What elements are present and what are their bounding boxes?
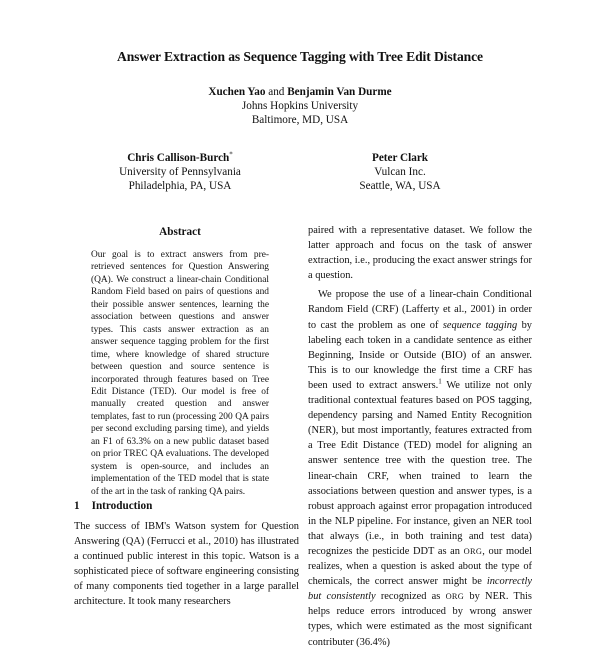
author-location-upenn: Philadelphia, PA, USA	[128, 180, 232, 193]
author-name-callison-burch: Chris Callison-Burch	[127, 152, 230, 164]
author-location-jhu: Baltimore, MD, USA	[251, 114, 349, 127]
p2-smallcaps-org-2: ORG	[445, 592, 465, 602]
author-name-callison-burch-line	[55, 151, 305, 165]
footnote-marker-1: 1	[438, 377, 442, 386]
abstract-body: Our goal is to extract answers from pre-retrieved sentences for Question Answering (QA). We construct a linear-chain Conditional Random Field based on pairs of questions and their possible answer sentences, learning the association between questions and answer types. This casts answer extraction as an answer sequence tagging problem for the first time, where knowledge of shared structure between question and source sentence is incorporated through features based on Tree Edit Distance (TED). Our model is free of manually created question and answer templates, fast to run (processing 200 QA pairs per second excluding parsing time), and yields an F1 of 63.3% on a new public dataset based on prior TREC QA evaluations. The developed system is open-source, and includes an implementation of the TED model that is state of the art in the task of ranking QA pairs.	[91, 250, 269, 497]
author-affiliation-upenn: University of Pennsylvania	[119, 166, 241, 179]
abstract-heading: Abstract	[159, 226, 201, 238]
right-column	[308, 223, 532, 650]
author-name-yao: Xuchen Yao	[208, 86, 266, 98]
section-heading-introduction	[74, 500, 152, 512]
author-block-vulcan	[280, 151, 520, 194]
author-block-jhu	[0, 85, 600, 128]
author-name-van-durme: Benjamin Van Durme	[287, 86, 392, 98]
p2-text-1: We propose the use of a linear-chain Conditional Random Field (CRF) (Lafferty et al., 2001) in order to cast the problem as one of	[308, 289, 532, 331]
p2-text-2: by labeling each token in a candidate sentence as either Beginning, Inside or Outside (BIO) of an answer. This is to our knowledge the first time a CRF has been used to extract answers.	[308, 319, 532, 391]
paper-title: Answer Extraction as Sequence Tagging with Tree Edit Distance	[117, 49, 483, 64]
p2-smallcaps-org-1: ORG	[463, 546, 483, 556]
author-names	[0, 85, 600, 99]
section-number: 1	[74, 500, 80, 512]
author-affiliation-vulcan: Vulcan Inc.	[374, 166, 426, 179]
p2-text-6: by NER. This helps reduce errors introduced by wrong answer types, which were estimated as the most significant contributer (36.4%)	[308, 591, 532, 648]
author-location-vulcan: Seattle, WA, USA	[359, 180, 441, 193]
p2-text-4: , our model realizes, when a question is asked about the type of chemicals, the correct answer might be	[308, 545, 532, 588]
p2-text-5: recognized as	[380, 591, 441, 603]
p2-text-3: We utilize not only traditional contextual features based on POS tagging, dependency parsing and Named Entity Recognition (NER), but most importantly, features extracted from a Tree Edit Distance (TED) model for aligning an answer sentence tree with the question tree. The linear-chain CRF, when trained to learn the associations between question and answer types, is a robust approach against error propagation introduced in the NLP pipeline. For instance, given an NER tool that always (i.e., in both training and test data) recognizes the pesticide DDT as an	[308, 379, 532, 557]
author-name-clark: Peter Clark	[371, 152, 429, 164]
author-conjunction: and	[268, 86, 285, 98]
intro-paragraph-left: The success of IBM's Watson system for Question Answering (QA) (Ferrucci et al., 2010) has illustrated a continued public interest in this topic. Watson is a sophisticated piece of software engineering consisting of many components tied together in a large parallel architecture. It took many researchers	[74, 521, 299, 608]
p2-emphasis-incorrectly: incorrectly but consistently	[308, 576, 533, 603]
p2-emphasis-sequence-tagging: sequence tagging	[442, 319, 518, 331]
author-footnote-marker: *	[229, 150, 233, 159]
right-paragraph-2	[308, 287, 532, 649]
author-affiliation-jhu: Johns Hopkins University	[241, 100, 359, 113]
author-block-upenn	[55, 151, 305, 194]
right-paragraph-1: paired with a representative dataset. We follow the latter approach and focus on the task of answer extraction, i.e., producing the exact answer strings for a question.	[308, 225, 532, 282]
section-title: Introduction	[91, 500, 153, 512]
